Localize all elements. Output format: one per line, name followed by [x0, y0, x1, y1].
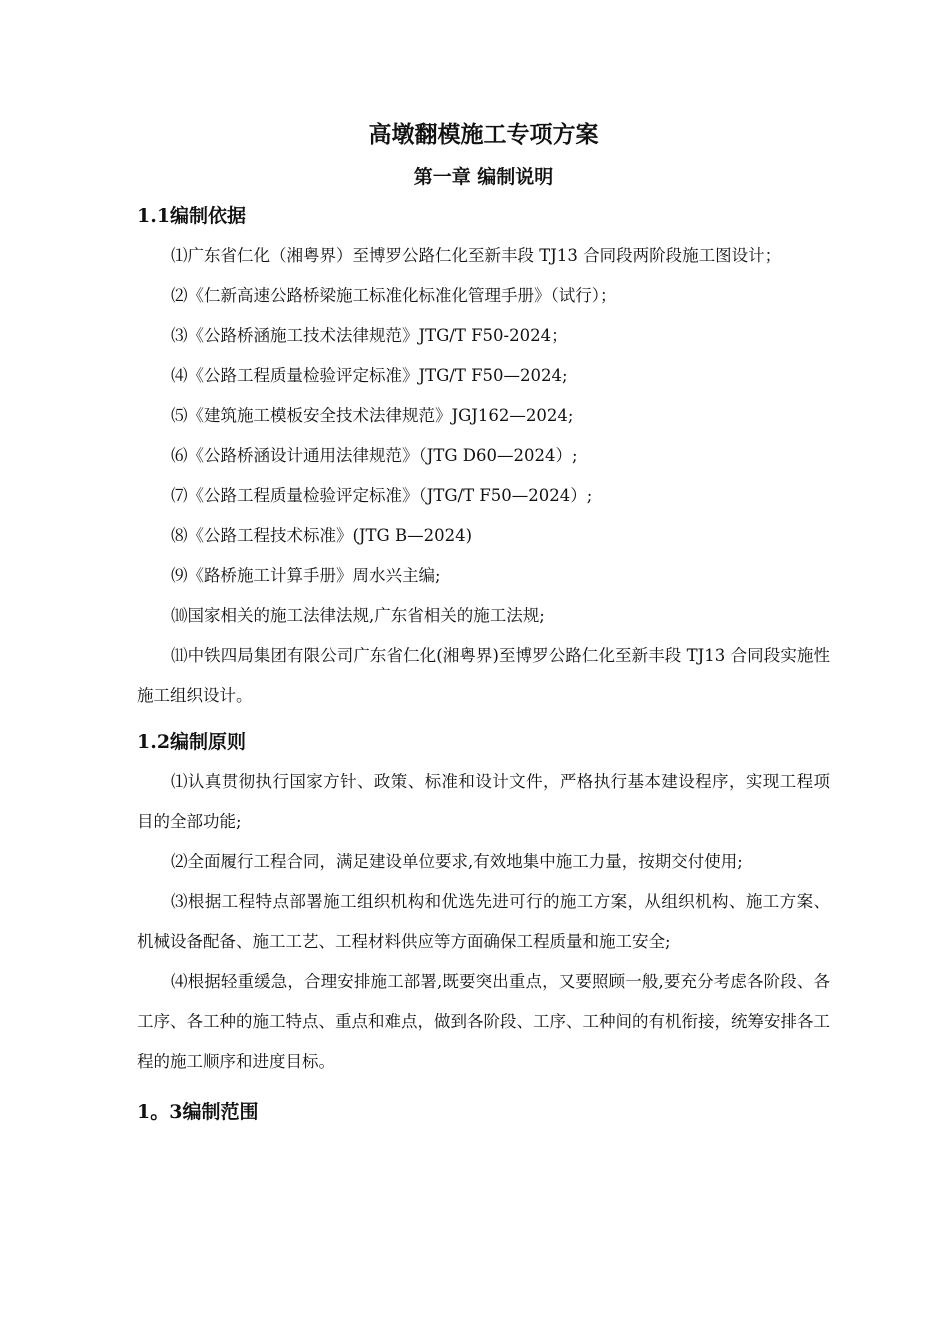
section-heading-1-1: 1.1编制依据 — [137, 205, 247, 227]
basis-item-10: ⑽国家相关的施工法律法规,广东省相关的施工法规; — [171, 606, 545, 625]
basis-item-7: ⑺《公路工程质量检验评定标准》（JTG/T F50—2024）; — [171, 486, 593, 505]
basis-item-9: ⑼《路桥施工计算手册》周水兴主编; — [171, 566, 441, 585]
basis-item-4: ⑷《公路工程质量检验评定标准》JTG/T F50—2024; — [171, 366, 568, 385]
basis-item-11: ⑾中铁四局集团有限公司广东省仁化(湘粤界)至博罗公路仁化至新丰段 TJ13 合同段实施性施工组织设计。 — [137, 646, 830, 705]
chapter-title: 第一章 编制说明 — [413, 166, 554, 188]
section-heading-1-2: 1.2编制原则 — [137, 731, 247, 753]
principle-item-1: ⑴认真贯彻执行国家方针、政策、标准和设计文件，严格执行基本建设程序，实现工程项目的全部功能; — [137, 772, 830, 831]
basis-item-6: ⑹《公路桥涵设计通用法律规范》（JTG D60—2024）; — [171, 446, 578, 465]
principle-item-2: ⑵全面履行工程合同，满足建设单位要求,有效地集中施工力量，按期交付使用; — [171, 852, 743, 871]
basis-item-5: ⑸《建筑施工模板安全技术法律规范》JGJ162—2024; — [171, 406, 574, 425]
basis-item-2: ⑵《仁新高速公路桥梁施工标准化标准化管理手册》（试行）； — [171, 286, 617, 305]
basis-item-8: ⑻《公路工程技术标准》(JTG B—2024) — [171, 526, 473, 545]
basis-item-1: ⑴广东省仁化（湘粤界）至博罗公路仁化至新丰段 TJ13 合同段两阶段施工图设计； — [171, 246, 782, 265]
section-heading-1-3: 1。3编制范围 — [137, 1101, 259, 1123]
document-title: 高墩翻模施工专项方案 — [368, 121, 599, 148]
principle-item-4: ⑷根据轻重缓急，合理安排施工部署,既要突出重点，又要照顾一般,要充分考虑各阶段、各工序、各工种的施工特点、重点和难点，做到各阶段、工序、工种间的有机衔接，统筹安排各工程的施工顺序和进度目标。 — [137, 972, 830, 1071]
basis-item-3: ⑶《公路桥涵施工技术法律规范》JTG/T F50-2024； — [171, 326, 568, 345]
principle-item-3: ⑶根据工程特点部署施工组织机构和优选先进可行的施工方案，从组织机构、施工方案、机械设备配备、施工工艺、工程材料供应等方面确保工程质量和施工安全; — [137, 892, 830, 951]
